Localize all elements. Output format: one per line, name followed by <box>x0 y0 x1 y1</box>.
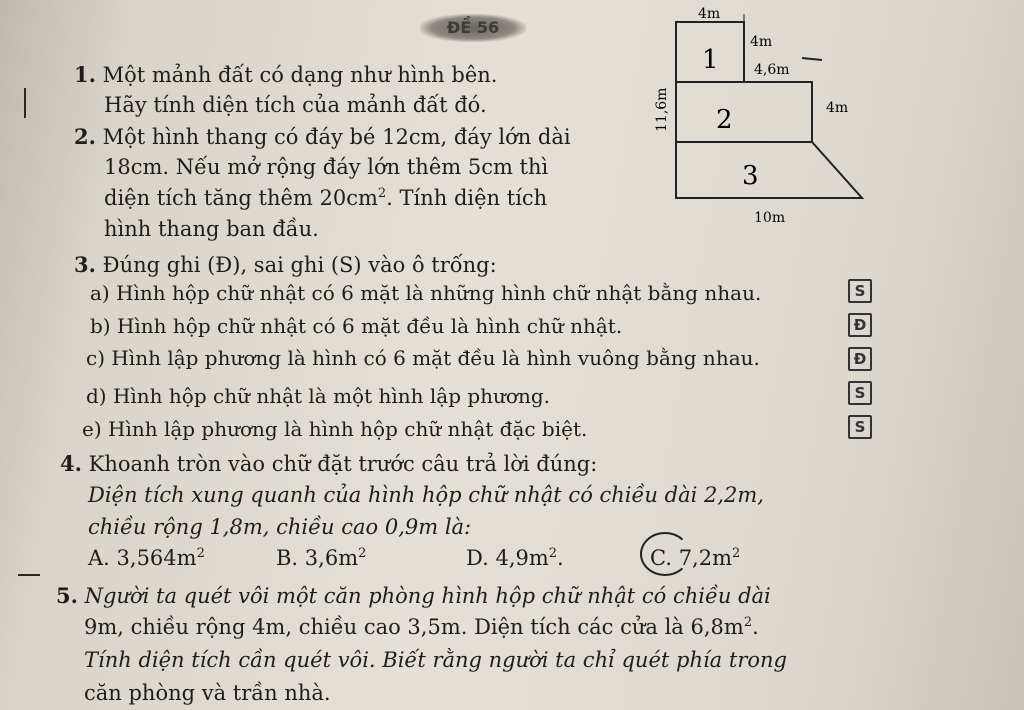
answer-box-d[interactable]: S <box>848 381 872 405</box>
question-4 <box>60 451 597 476</box>
question-text: diện tích tăng thêm 20cm <box>104 186 378 210</box>
question-5 <box>56 583 771 608</box>
question-text: 9m, chiều rộng 4m, chiều cao 3,5m. Diện tích các cửa là 6,8m <box>84 615 744 639</box>
label-top-width: 4m <box>698 6 721 22</box>
pencil-mark <box>802 58 822 60</box>
question-5-line-4: căn phòng và trần nhà. <box>84 681 331 705</box>
statement-b: b) Hình hộp chữ nhật có 6 mặt đều là hình chữ nhật. <box>90 314 623 338</box>
question-text: . Tính diện tích <box>386 186 548 210</box>
question-5-line-3: Tính diện tích cần quét vôi. Biết rằng người ta chỉ quét phía trong <box>84 648 787 672</box>
question-2 <box>74 124 571 149</box>
option-b[interactable] <box>276 546 366 570</box>
answer-box-e[interactable]: S <box>848 415 872 439</box>
question-number: 1. <box>74 62 96 87</box>
option-value: 4,9m <box>495 546 549 570</box>
exam-header-title: ĐỀ 56 <box>420 14 526 42</box>
answer-box-b[interactable]: Đ <box>848 313 872 337</box>
superscript: 2 <box>743 615 753 630</box>
option-a[interactable] <box>88 546 205 570</box>
option-label: C. <box>650 546 672 570</box>
question-number: 3. <box>74 252 96 277</box>
region-3 <box>676 142 862 198</box>
question-4-line-2: chiều rộng 1,8m, chiều cao 0,9m là: <box>88 515 472 539</box>
region-2 <box>676 82 812 142</box>
statement-c: c) Hình lập phương là hình có 6 mặt đều là hình vuông bằng nhau. <box>86 346 760 370</box>
region-number-1: 1 <box>702 45 719 75</box>
label-total-height: 11,6m <box>654 87 670 132</box>
answer-box-c[interactable]: Đ <box>848 347 872 371</box>
question-text: . <box>752 615 759 639</box>
option-value: 3,6m <box>304 546 359 570</box>
question-4-line-1: Diện tích xung quanh của hình hộp chữ nhật có chiều dài 2,2m, <box>88 483 764 507</box>
question-3 <box>74 252 497 277</box>
question-text: Một hình thang có đáy bé 12cm, đáy lớn dài <box>102 125 571 149</box>
option-value: 3,564m <box>116 546 197 570</box>
superscript: 2 <box>377 186 387 201</box>
question-text: Đúng ghi (Đ), sai ghi (S) vào ô trống: <box>102 253 497 277</box>
question-number: 4. <box>60 451 82 476</box>
option-label: B. <box>276 546 299 570</box>
option-label: D. <box>466 546 489 570</box>
region-number-2: 2 <box>716 105 733 135</box>
answer-box-a[interactable]: S <box>848 279 872 303</box>
option-suffix: . <box>557 546 564 570</box>
superscript: 2 <box>358 546 367 561</box>
option-d[interactable] <box>466 546 564 570</box>
option-value: 7,2m <box>678 546 732 570</box>
statement-d: d) Hình hộp chữ nhật là một hình lập phương. <box>86 384 551 408</box>
question-text: Khoanh tròn vào chữ đặt trước câu trả lời đúng: <box>88 452 598 476</box>
margin-mark <box>18 574 40 576</box>
question-1 <box>74 62 497 87</box>
question-5-line-2 <box>84 615 759 639</box>
question-2-line-2: 18cm. Nếu mở rộng đáy lớn thêm 5cm thì <box>104 155 549 179</box>
question-1-line-2: Hãy tính diện tích của mảnh đất đó. <box>104 93 487 117</box>
option-c[interactable] <box>650 546 740 570</box>
question-2-line-3 <box>104 186 547 210</box>
question-number: 5. <box>56 583 78 608</box>
label-right-height: 4m <box>826 100 849 116</box>
land-figure <box>650 0 890 240</box>
question-2-line-4: hình thang ban đầu. <box>104 217 319 241</box>
question-text: Người ta quét vôi một căn phòng hình hộp chữ nhật có chiều dài <box>84 584 771 608</box>
superscript: 2 <box>732 546 741 561</box>
question-text: Một mảnh đất có dạng như hình bên. <box>102 63 498 87</box>
superscript: 2 <box>196 546 205 561</box>
margin-mark <box>24 88 26 118</box>
statement-a: a) Hình hộp chữ nhật có 6 mặt là những hình chữ nhật bằng nhau. <box>90 281 762 305</box>
label-middle-width: 4,6m <box>754 62 790 78</box>
label-bottom-width: 10m <box>754 210 786 226</box>
option-label: A. <box>88 546 110 570</box>
statement-e: e) Hình lập phương là hình hộp chữ nhật đặc biệt. <box>82 417 588 441</box>
superscript: 2 <box>548 546 558 561</box>
question-number: 2. <box>74 124 96 149</box>
label-top-height: 4m <box>750 34 773 50</box>
region-number-3: 3 <box>742 161 759 191</box>
